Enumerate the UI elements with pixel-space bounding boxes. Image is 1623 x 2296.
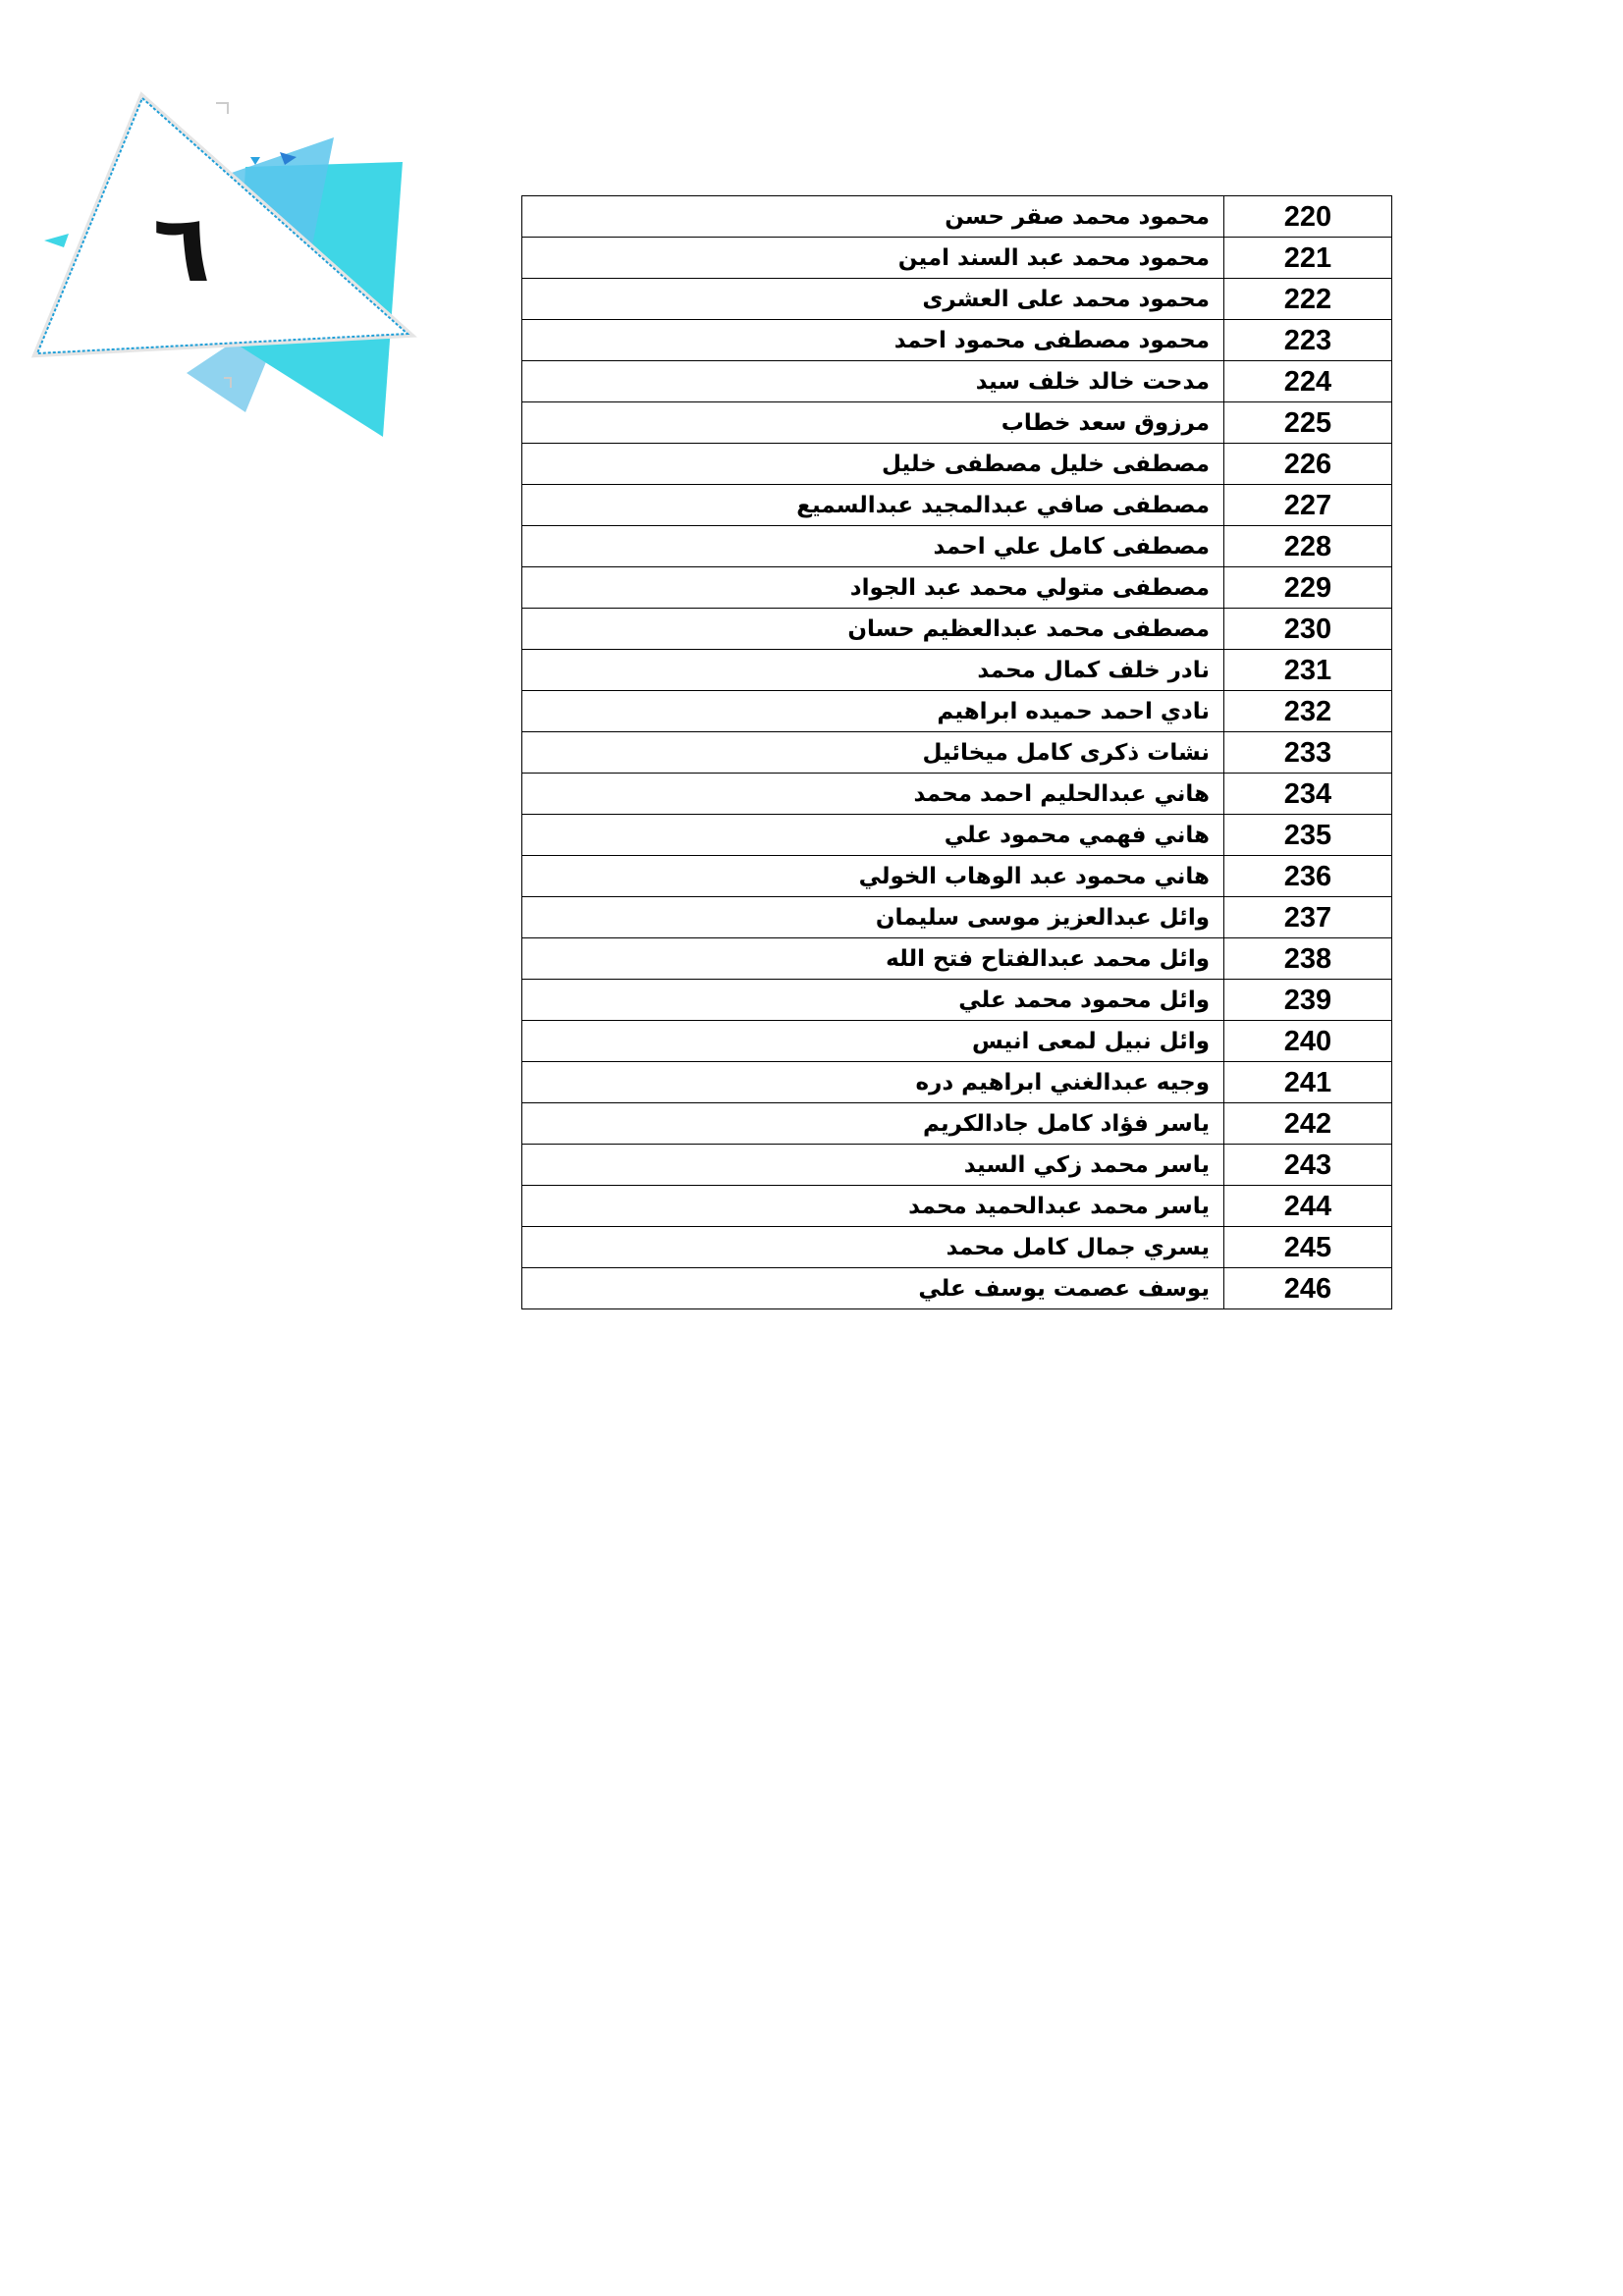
name-cell: هاني فهمي محمود علي bbox=[522, 815, 1224, 856]
number-cell: 225 bbox=[1224, 402, 1392, 444]
number-cell: 224 bbox=[1224, 361, 1392, 402]
table-row bbox=[522, 485, 1392, 526]
number-cell: 231 bbox=[1224, 650, 1392, 691]
number-cell: 241 bbox=[1224, 1062, 1392, 1103]
table-row bbox=[522, 732, 1392, 774]
number-cell: 244 bbox=[1224, 1186, 1392, 1227]
table-row bbox=[522, 320, 1392, 361]
name-cell: مصطفى خليل مصطفى خليل bbox=[522, 444, 1224, 485]
number-cell: 229 bbox=[1224, 567, 1392, 609]
name-cell: مصطفى صافي عبدالمجيد عبدالسميع bbox=[522, 485, 1224, 526]
table-row bbox=[522, 567, 1392, 609]
page-number-badge bbox=[10, 59, 422, 452]
number-cell: 237 bbox=[1224, 897, 1392, 938]
table-row bbox=[522, 196, 1392, 238]
triangle-decoration-icon bbox=[10, 59, 422, 452]
table-row bbox=[522, 444, 1392, 485]
name-cell: وائل نبيل لمعى انيس bbox=[522, 1021, 1224, 1062]
name-cell: نادي احمد حميده ابراهيم bbox=[522, 691, 1224, 732]
name-cell: نشات ذكرى كامل ميخائيل bbox=[522, 732, 1224, 774]
table-row bbox=[522, 279, 1392, 320]
name-cell: محمود مصطفى محمود احمد bbox=[522, 320, 1224, 361]
name-cell: وائل عبدالعزيز موسى سليمان bbox=[522, 897, 1224, 938]
page-number: ٦ bbox=[152, 193, 211, 303]
table-row bbox=[522, 1227, 1392, 1268]
number-cell: 246 bbox=[1224, 1268, 1392, 1309]
number-cell: 221 bbox=[1224, 238, 1392, 279]
name-cell: يوسف عصمت يوسف علي bbox=[522, 1268, 1224, 1309]
number-cell: 227 bbox=[1224, 485, 1392, 526]
name-cell: وائل محمد عبدالفتاح فتح الله bbox=[522, 938, 1224, 980]
name-cell: محمود محمد عبد السند امين bbox=[522, 238, 1224, 279]
table-row bbox=[522, 691, 1392, 732]
name-cell: هاني محمود عبد الوهاب الخولي bbox=[522, 856, 1224, 897]
number-cell: 228 bbox=[1224, 526, 1392, 567]
number-cell: 238 bbox=[1224, 938, 1392, 980]
number-cell: 222 bbox=[1224, 279, 1392, 320]
table-row bbox=[522, 1103, 1392, 1145]
name-cell: يسري جمال كامل محمد bbox=[522, 1227, 1224, 1268]
table-row bbox=[522, 1021, 1392, 1062]
table-row bbox=[522, 609, 1392, 650]
number-cell: 243 bbox=[1224, 1145, 1392, 1186]
table-row bbox=[522, 1268, 1392, 1309]
table-row bbox=[522, 897, 1392, 938]
name-cell: ياسر محمد عبدالحميد محمد bbox=[522, 1186, 1224, 1227]
name-cell: هاني عبدالحليم احمد محمد bbox=[522, 774, 1224, 815]
name-cell: مرزوق سعد خطاب bbox=[522, 402, 1224, 444]
name-cell: ياسر فؤاد كامل جادالكريم bbox=[522, 1103, 1224, 1145]
table-row bbox=[522, 774, 1392, 815]
table-row bbox=[522, 1062, 1392, 1103]
names-table bbox=[521, 195, 1392, 1309]
table-row bbox=[522, 526, 1392, 567]
table-row bbox=[522, 815, 1392, 856]
table-row bbox=[522, 938, 1392, 980]
table-row bbox=[522, 1186, 1392, 1227]
number-cell: 233 bbox=[1224, 732, 1392, 774]
name-cell: ياسر محمد زكي السيد bbox=[522, 1145, 1224, 1186]
number-cell: 230 bbox=[1224, 609, 1392, 650]
table-row bbox=[522, 980, 1392, 1021]
number-cell: 234 bbox=[1224, 774, 1392, 815]
number-cell: 239 bbox=[1224, 980, 1392, 1021]
table-row bbox=[522, 402, 1392, 444]
name-cell: محمود محمد على العشرى bbox=[522, 279, 1224, 320]
number-cell: 226 bbox=[1224, 444, 1392, 485]
name-cell: وجيه عبدالغني ابراهيم دره bbox=[522, 1062, 1224, 1103]
name-cell: مصطفى كامل علي احمد bbox=[522, 526, 1224, 567]
table-row bbox=[522, 650, 1392, 691]
name-cell: مدحت خالد خلف سيد bbox=[522, 361, 1224, 402]
table-row bbox=[522, 856, 1392, 897]
number-cell: 223 bbox=[1224, 320, 1392, 361]
table-row bbox=[522, 361, 1392, 402]
number-cell: 232 bbox=[1224, 691, 1392, 732]
number-cell: 240 bbox=[1224, 1021, 1392, 1062]
number-cell: 220 bbox=[1224, 196, 1392, 238]
number-cell: 235 bbox=[1224, 815, 1392, 856]
name-cell: مصطفى متولي محمد عبد الجواد bbox=[522, 567, 1224, 609]
number-cell: 236 bbox=[1224, 856, 1392, 897]
number-cell: 245 bbox=[1224, 1227, 1392, 1268]
name-cell: وائل محمود محمد علي bbox=[522, 980, 1224, 1021]
table-row bbox=[522, 1145, 1392, 1186]
name-cell: محمود محمد صقر حسن bbox=[522, 196, 1224, 238]
name-cell: نادر خلف كمال محمد bbox=[522, 650, 1224, 691]
name-cell: مصطفى محمد عبدالعظيم حسان bbox=[522, 609, 1224, 650]
number-cell: 242 bbox=[1224, 1103, 1392, 1145]
names-table-body bbox=[522, 196, 1392, 1309]
table-row bbox=[522, 238, 1392, 279]
